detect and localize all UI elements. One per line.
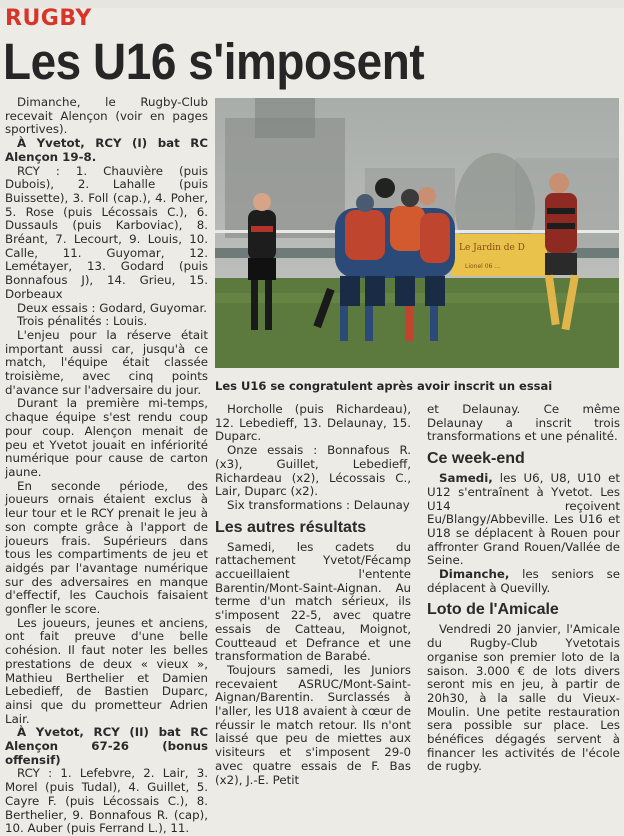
article-column-1 bbox=[5, 96, 208, 836]
paragraph: Toujours samedi, les Juniors recevaient ASRUC/Mont-Saint-Aignan/Barentin. Surclassés à l'aller, les U18 avaient à cœur de réussir le match retour. Ils n'ont laissé que peu de miettes aux visiteurs et s'imposent 29-0 avec quatre essais de F. Bas (x2), J.-E. Petit bbox=[215, 662, 411, 787]
paragraph: et Delaunay. Ce même Delaunay a inscrit trois transformations et une pénalité. bbox=[427, 402, 620, 444]
paragraph: Six transformations : Delaunay bbox=[227, 497, 410, 512]
paragraph: RCY : 1. Lefebvre, 2. Lair, 3. Morel (puis Tudal), 4. Guillet, 5. Cayre F. (puis Lécossais C.), 8. Berthelier, 9. Bonnafous R. (cap), 10. Auber (puis Ferrand L.), 11. bbox=[5, 766, 208, 836]
subheading-other-results: Les autres résultats bbox=[215, 518, 367, 536]
paragraph: Durant la première mi-temps, chaque équipe s'est rendu coup pour coup. Alençon menait de peu et Yvetot jouait en infériorité numérique pour cause de carton jaune. bbox=[5, 396, 208, 479]
paragraph-text: les U6, U8, U10 et U12 s'entraînent à Yvetot. Les U14 reçoivent Eu/Blangy/Abbeville. Les U16 et U18 se déplacent à Rouen pour affronter Grand Rouen/Vallée de Seine. bbox=[427, 471, 620, 568]
paragraph: L'enjeu pour la réserve était important aussi car, jusqu'à ce match, l'équipe était classée troisième, avec cinq points d'avance sur l'adversaire du jour. bbox=[5, 327, 208, 397]
previous-article-strip bbox=[0, 0, 624, 8]
match-photo bbox=[215, 98, 619, 368]
paragraph bbox=[427, 568, 620, 595]
paragraph: Trois pénalités : Louis. bbox=[17, 314, 148, 329]
svg-text:Le Jardin de D: Le Jardin de D bbox=[459, 243, 525, 253]
paragraph: RCY : 1. Chauvière (puis Dubois), 2. Lahalle (puis Buissette), 3. Foll (cap.), 4. Poher, 5. Rose (puis Lécossais C.), 6. Dussauls (puis Karboviac), 8. Bréant, 7. Lecourt, 9. Louis, 10. Calle, 11. Guyomar, 12. Lemétayer, 13. Godard (puis Bonnafous J), 14. Grieu, 15. Dorbeaux bbox=[5, 163, 208, 301]
svg-text:Lionel 06 ...: Lionel 06 ... bbox=[465, 263, 501, 270]
paragraph-text: les seniors se déplacent à Quevilly. bbox=[427, 567, 620, 595]
section-rubric: RUGBY bbox=[5, 6, 92, 31]
match-heading: À Yvetot, RCY (II) bat RC Alençon 67-26 (bonus offensif) bbox=[5, 725, 208, 767]
article-column-3 bbox=[427, 403, 620, 774]
lead-word: Samedi, bbox=[439, 471, 493, 486]
paragraph: Dimanche, le Rugby-Club recevait Alençon (voir en pages sportives). bbox=[5, 95, 208, 137]
photo-caption: Les U16 se congratulent après avoir inscrit un essai bbox=[215, 379, 553, 393]
paragraph: Les joueurs, jeunes et anciens, ont fait preuve d'une belle cohésion. Il faut noter les belles prestations de deux « vieux », Mathieu Berthelier et Damien Lebedieff, de Bastien Duparc, ainsi que du prometteur Adrien Lair. bbox=[5, 615, 208, 726]
article-column-2 bbox=[215, 403, 411, 787]
headline: Les U16 s'imposent bbox=[3, 33, 425, 90]
paragraph: Deux essais : Godard, Guyomar. bbox=[17, 300, 207, 315]
paragraph bbox=[427, 472, 620, 568]
lead-word: Dimanche, bbox=[439, 567, 510, 582]
paragraph: En seconde période, des joueurs ornais étaient exclus à leur tour et le RCY prenait le jeu à son compte grâce à l'apport de joueurs frais. Supérieurs dans tous les compartiments de jeu et aidgés par l'avantage numérique sur des adversaires en manque d'effectif, les Cauchois faisaient gonfler le score. bbox=[5, 478, 208, 617]
photo-illustration bbox=[215, 98, 619, 368]
paragraph: Vendredi 20 janvier, l'Amicale du Rugby-Club Yvetotais organise son premier loto de la saison. 3.000 € de lots divers seront mis en jeu, à partir de 20h30, à la salle du Vieux-Moulin. Une petite restauration sera possible sur place. Les bénéfices dégagés servent à financer les activités de l'école de rugby. bbox=[427, 622, 620, 774]
match-heading: À Yvetot, RCY (I) bat RC Alençon 19-8. bbox=[5, 136, 208, 164]
paragraph: Onze essais : Bonnafous R. (x3), Guillet, Lebedieff, Richardeau (x2), Lécossais C., Lair, Duparc (x2). bbox=[215, 443, 411, 499]
subheading-loto: Loto de l'Amicale bbox=[427, 601, 559, 619]
paragraph: Horcholle (puis Richardeau), 12. Lebedieff, 13. Delaunay, 15. Duparc. bbox=[215, 402, 411, 444]
subheading-weekend: Ce week-end bbox=[427, 450, 525, 468]
paragraph: Samedi, les cadets du rattachement Yvetot/Fécamp accueillaient l'entente Barentin/Mont-Saint-Aignan. Au terme d'un match sérieux, ils s'imposent 22-5, avec quatre essais de Catteau, Moignot, Coutteaud et Defrance et une transformation de Barabé. bbox=[215, 539, 411, 664]
